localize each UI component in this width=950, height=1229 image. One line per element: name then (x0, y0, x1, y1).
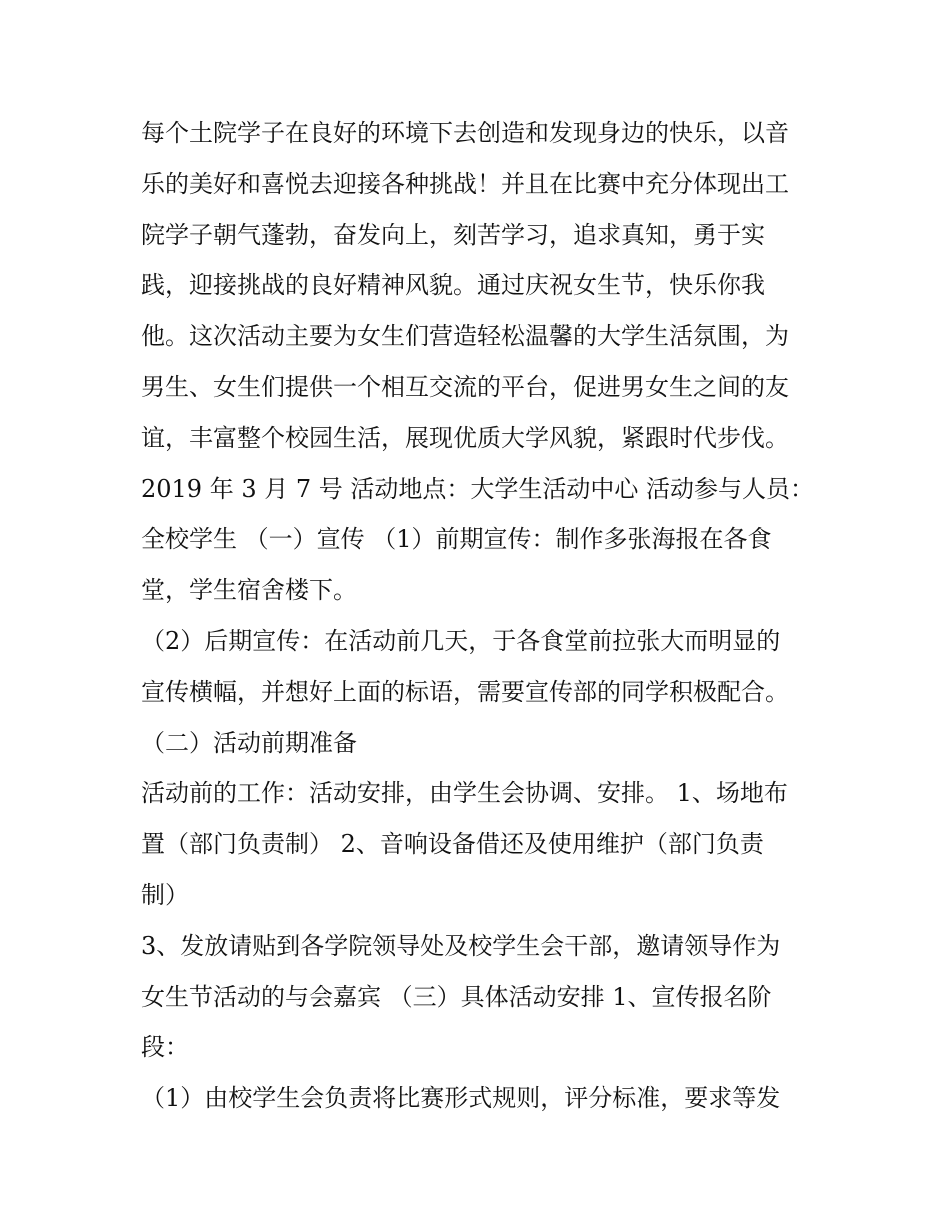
text-line-11: （2）后期宣传：在活动前几天，于各食堂前拉张大而明显的 (141, 626, 781, 655)
text-line-3: 院学子朝气蓬勃，奋发向上，刻苦学习，追求真知，勇于实 (141, 220, 765, 249)
text-line-7: 谊，丰富整个校园生活，展现优质大学风貌，紧跟时代步伐。 (141, 423, 789, 452)
text-line-12: 宣传横幅，并想好上面的标语，需要宣传部的同学积极配合。 (141, 677, 789, 706)
text-line-19: 段： (141, 1033, 189, 1062)
text-line-6: 男生、女生们提供一个相互交流的平台，促进男女生之间的友 (141, 372, 789, 401)
text-line-14: 活动前的工作：活动安排，由学生会协调、安排。 1、场地布 (141, 779, 788, 808)
text-line-2: 乐的美好和喜悦去迎接各种挑战！并且在比赛中充分体现出工 (141, 169, 789, 198)
text-line-18: 女生节活动的与会嘉宾 （三）具体活动安排 1、宣传报名阶 (141, 982, 772, 1011)
text-line-17: 3、发放请贴到各学院领导处及校学生会干部，邀请领导作为 (141, 931, 781, 960)
text-line-4: 践，迎接挑战的良好精神风貌。通过庆祝女生节，快乐你我 (141, 271, 765, 300)
text-line-13: （二）活动前期准备 (141, 728, 357, 757)
text-line-10: 堂，学生宿舍楼下。 (141, 576, 357, 605)
text-line-15: 置（部门负责制） 2、音响设备借还及使用维护（部门负责 (141, 830, 764, 859)
text-line-20: （1）由校学生会负责将比赛形式规则，评分标准，要求等发 (141, 1084, 781, 1113)
text-line-5: 他。这次活动主要为女生们营造轻松温馨的大学生活氛围，为 (141, 322, 789, 351)
text-line-8: 2019 年 3 月 7 号 活动地点：大学生活动中心 活动参与人员： (141, 474, 815, 503)
text-line-16: 制） (141, 880, 189, 909)
body-text (141, 108, 821, 1124)
text-line-9: 全校学生 （一）宣传 （1）前期宣传：制作多张海报在各食 (141, 525, 772, 554)
text-line-1: 每个土院学子在良好的环境下去创造和发现身边的快乐，以音 (141, 119, 789, 147)
